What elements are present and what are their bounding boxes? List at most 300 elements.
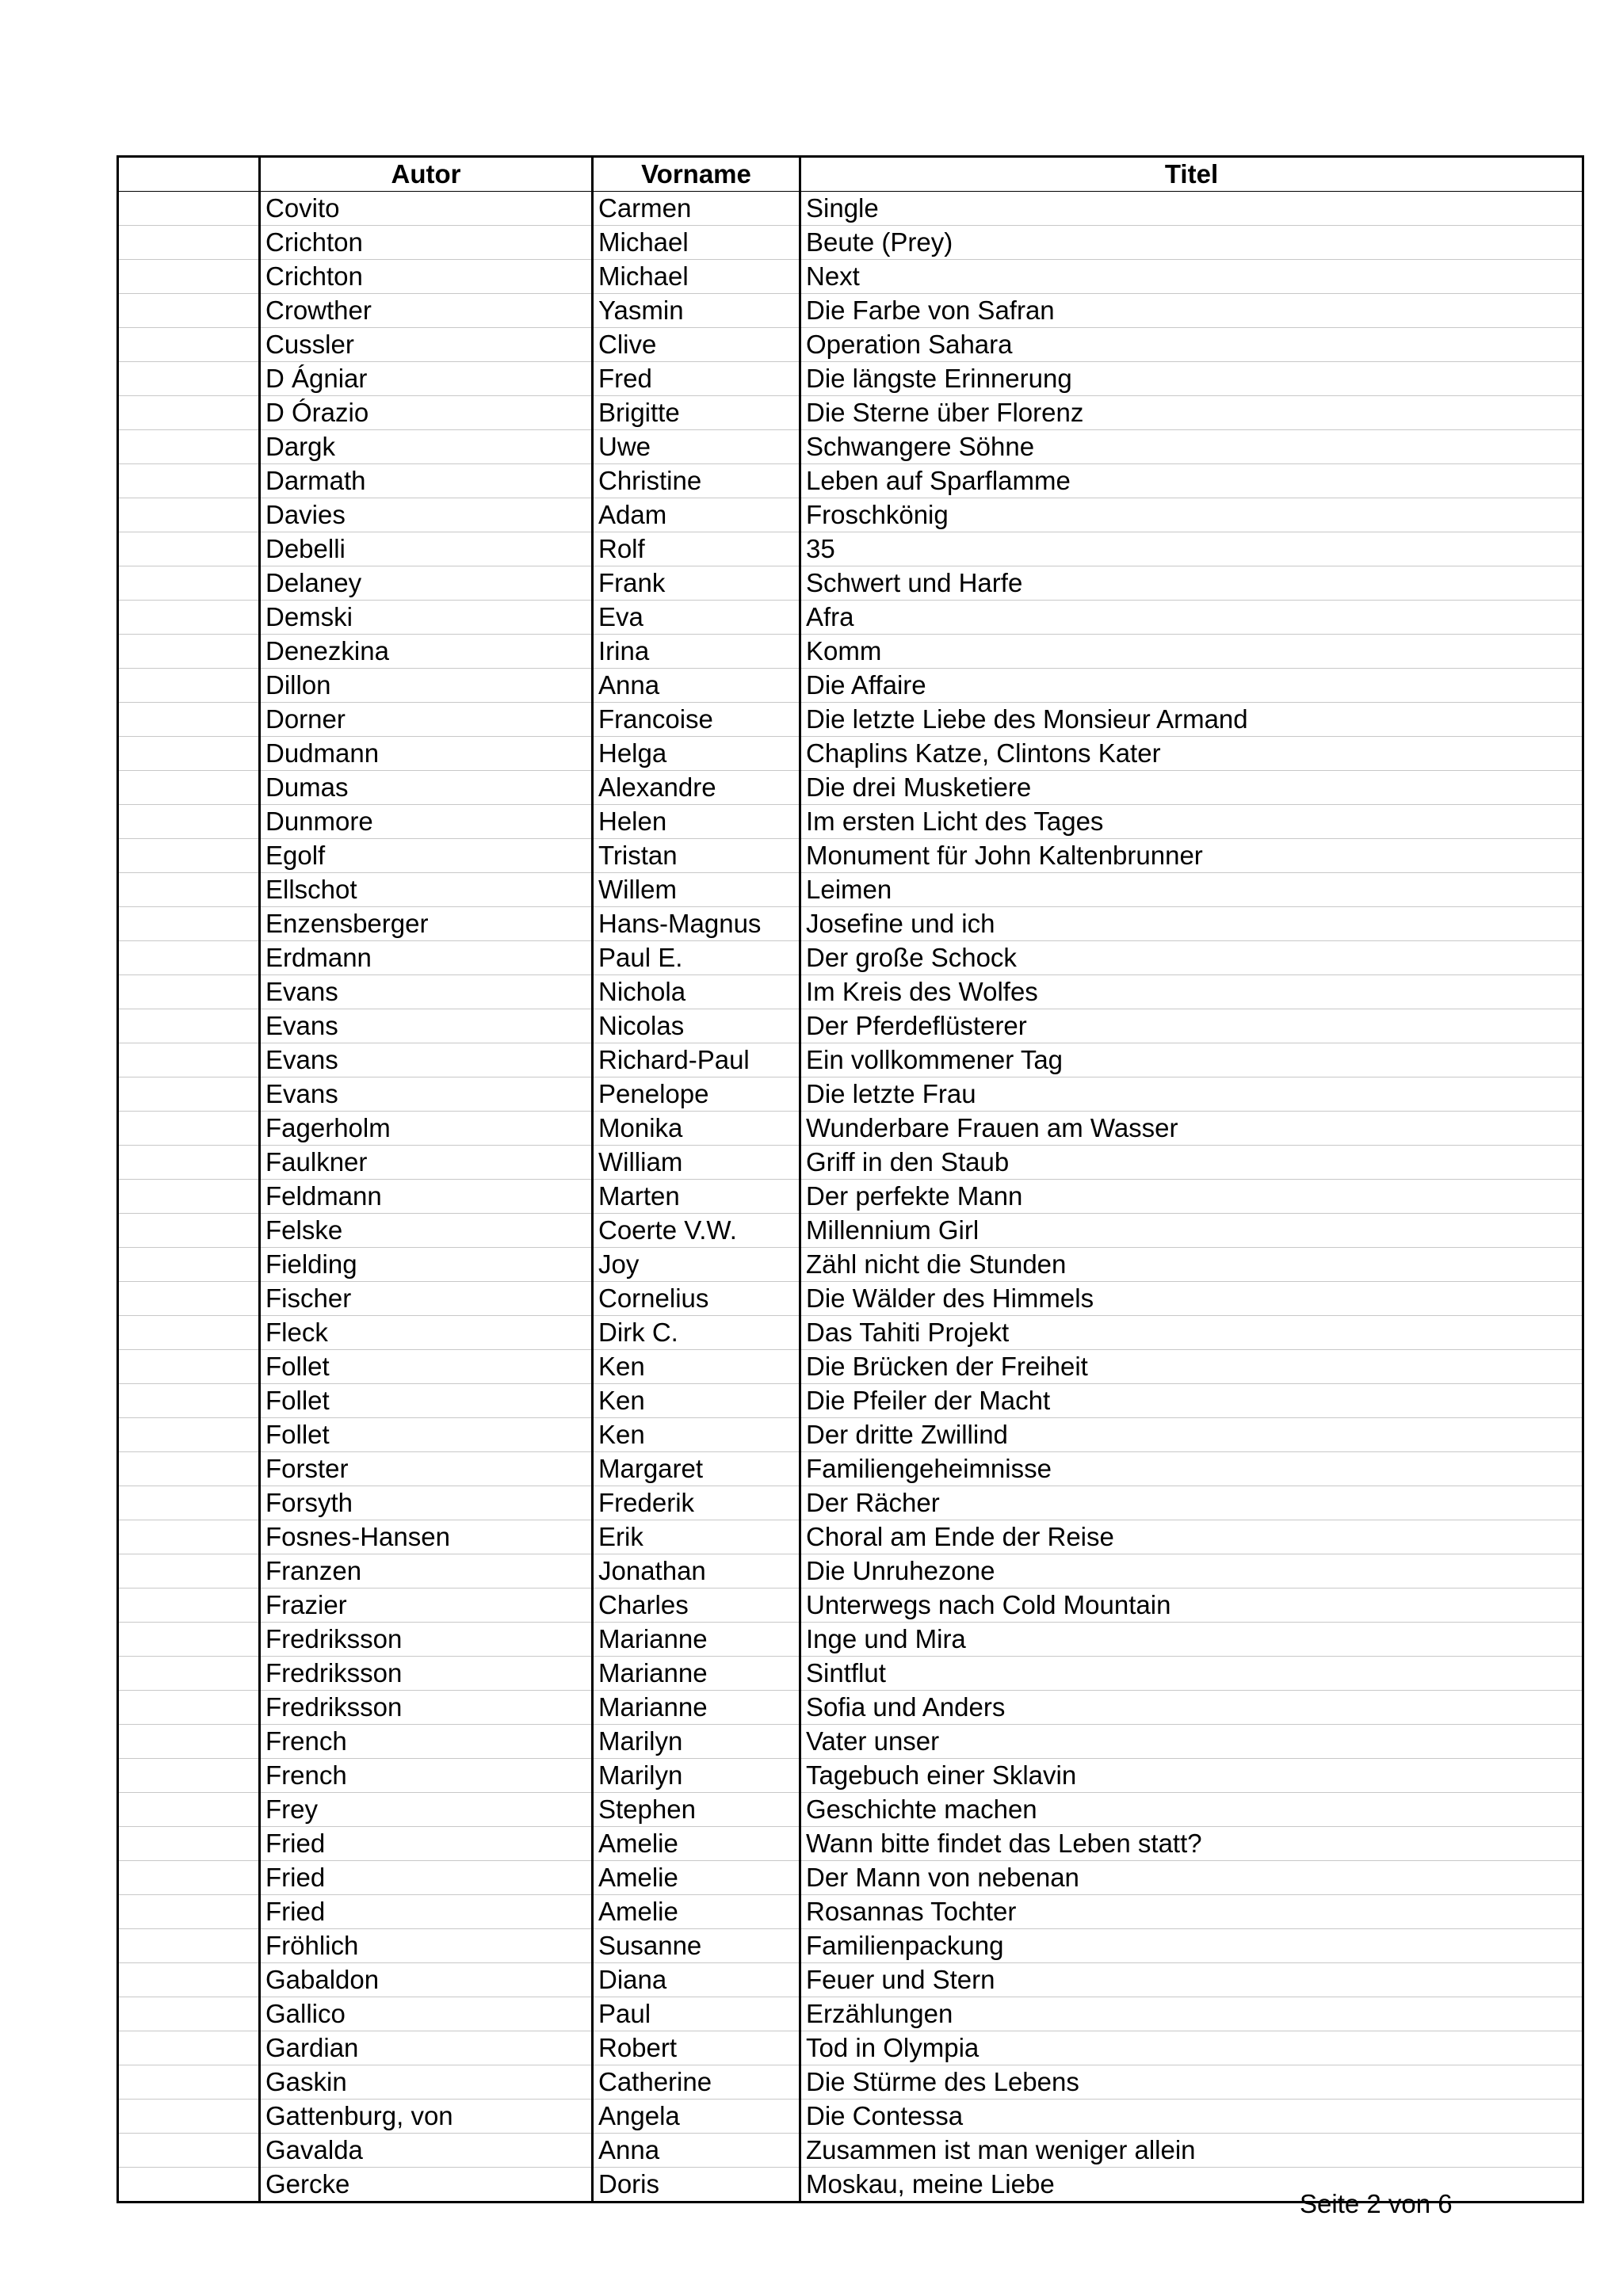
row-blank-cell — [118, 362, 260, 396]
row-blank-cell — [118, 260, 260, 294]
cell-autor: Follet — [260, 1384, 593, 1418]
cell-autor: Egolf — [260, 839, 593, 873]
row-blank-cell — [118, 703, 260, 737]
cell-autor: Feldmann — [260, 1180, 593, 1214]
row-blank-cell — [118, 1997, 260, 2031]
cell-autor: French — [260, 1759, 593, 1793]
table-row — [118, 1725, 1583, 1759]
cell-autor: Fröhlich — [260, 1929, 593, 1963]
table-row — [118, 430, 1583, 464]
cell-titel: Die Farbe von Safran — [800, 294, 1583, 328]
cell-autor: Evans — [260, 975, 593, 1009]
cell-autor: Dillon — [260, 669, 593, 703]
row-blank-cell — [118, 1009, 260, 1043]
cell-vorname: Susanne — [593, 1929, 800, 1963]
cell-titel: Familiengeheimnisse — [800, 1452, 1583, 1486]
row-blank-cell — [118, 1282, 260, 1316]
cell-autor: Evans — [260, 1009, 593, 1043]
row-blank-cell — [118, 1248, 260, 1282]
cell-vorname: Charles — [593, 1589, 800, 1623]
table-row — [118, 226, 1583, 260]
row-blank-cell — [118, 328, 260, 362]
cell-vorname: Marianne — [593, 1623, 800, 1657]
row-blank-cell — [118, 1077, 260, 1112]
cell-autor: Fagerholm — [260, 1112, 593, 1146]
row-blank-cell — [118, 771, 260, 805]
row-blank-cell — [118, 1112, 260, 1146]
cell-autor: Debelli — [260, 532, 593, 566]
table-row — [118, 1214, 1583, 1248]
table-row — [118, 1554, 1583, 1589]
table-row — [118, 1316, 1583, 1350]
cell-vorname: Angela — [593, 2100, 800, 2134]
cell-autor: Evans — [260, 1043, 593, 1077]
table-row — [118, 771, 1583, 805]
cell-titel: Wunderbare Frauen am Wasser — [800, 1112, 1583, 1146]
cell-autor: Dumas — [260, 771, 593, 805]
table-row — [118, 260, 1583, 294]
cell-vorname: Coerte V.W. — [593, 1214, 800, 1248]
table-row — [118, 1009, 1583, 1043]
table-row — [118, 1043, 1583, 1077]
row-blank-cell — [118, 1657, 260, 1691]
row-blank-cell — [118, 2168, 260, 2203]
row-blank-cell — [118, 1759, 260, 1793]
cell-vorname: Margaret — [593, 1452, 800, 1486]
table-row — [118, 1963, 1583, 1997]
cell-vorname: Helga — [593, 737, 800, 771]
cell-vorname: Paul E. — [593, 941, 800, 975]
cell-autor: French — [260, 1725, 593, 1759]
cell-autor: Gabaldon — [260, 1963, 593, 1997]
cell-vorname: Paul — [593, 1997, 800, 2031]
cell-autor: Fosnes-Hansen — [260, 1520, 593, 1554]
table-row — [118, 839, 1583, 873]
row-blank-cell — [118, 941, 260, 975]
row-blank-cell — [118, 1350, 260, 1384]
cell-autor: Gaskin — [260, 2065, 593, 2100]
table-row — [118, 498, 1583, 532]
header-vorname: Vorname — [593, 157, 800, 192]
row-blank-cell — [118, 1316, 260, 1350]
table-row — [118, 907, 1583, 941]
cell-vorname: Dirk C. — [593, 1316, 800, 1350]
row-blank-cell — [118, 601, 260, 635]
table-row — [118, 1657, 1583, 1691]
cell-titel: Moskau, meine Liebe — [800, 2168, 1583, 2203]
row-blank-cell — [118, 873, 260, 907]
cell-titel: Single — [800, 192, 1583, 226]
row-blank-cell — [118, 805, 260, 839]
cell-vorname: Doris — [593, 2168, 800, 2203]
table-row — [118, 362, 1583, 396]
table-row — [118, 2134, 1583, 2168]
cell-vorname: Anna — [593, 2134, 800, 2168]
cell-autor: Dorner — [260, 703, 593, 737]
cell-autor: Fielding — [260, 1248, 593, 1282]
cell-autor: Erdmann — [260, 941, 593, 975]
cell-autor: Gardian — [260, 2031, 593, 2065]
cell-titel: Geschichte machen — [800, 1793, 1583, 1827]
cell-autor: Forsyth — [260, 1486, 593, 1520]
cell-vorname: Robert — [593, 2031, 800, 2065]
cell-vorname: Tristan — [593, 839, 800, 873]
table-row — [118, 1895, 1583, 1929]
cell-autor: Crichton — [260, 226, 593, 260]
row-blank-cell — [118, 1725, 260, 1759]
table-row — [118, 941, 1583, 975]
cell-autor: Fried — [260, 1895, 593, 1929]
cell-titel: Feuer und Stern — [800, 1963, 1583, 1997]
cell-titel: Froschkönig — [800, 498, 1583, 532]
table-row — [118, 1861, 1583, 1895]
cell-vorname: Ken — [593, 1418, 800, 1452]
cell-autor: Fischer — [260, 1282, 593, 1316]
cell-vorname: Marilyn — [593, 1725, 800, 1759]
header-row — [118, 157, 1583, 192]
cell-autor: Denezkina — [260, 635, 593, 669]
table-row — [118, 975, 1583, 1009]
table-row — [118, 1146, 1583, 1180]
cell-vorname: Willem — [593, 873, 800, 907]
cell-autor: Fried — [260, 1861, 593, 1895]
row-blank-cell — [118, 430, 260, 464]
row-blank-cell — [118, 2134, 260, 2168]
row-blank-cell — [118, 192, 260, 226]
cell-titel: Griff in den Staub — [800, 1146, 1583, 1180]
cell-titel: 35 — [800, 532, 1583, 566]
table-row — [118, 1486, 1583, 1520]
table-row — [118, 328, 1583, 362]
cell-autor: Fredriksson — [260, 1657, 593, 1691]
cell-autor: Ellschot — [260, 873, 593, 907]
cell-vorname: Amelie — [593, 1895, 800, 1929]
cell-autor: Dargk — [260, 430, 593, 464]
table-row — [118, 1793, 1583, 1827]
cell-autor: Gavalda — [260, 2134, 593, 2168]
cell-titel: Im ersten Licht des Tages — [800, 805, 1583, 839]
cell-titel: Monument für John Kaltenbrunner — [800, 839, 1583, 873]
cell-titel: Unterwegs nach Cold Mountain — [800, 1589, 1583, 1623]
cell-vorname: Marianne — [593, 1691, 800, 1725]
table-row — [118, 192, 1583, 226]
cell-vorname: Frank — [593, 566, 800, 601]
cell-vorname: Hans-Magnus — [593, 907, 800, 941]
cell-vorname: Monika — [593, 1112, 800, 1146]
row-blank-cell — [118, 1554, 260, 1589]
table-row — [118, 464, 1583, 498]
cell-titel: Der Pferdeflüsterer — [800, 1009, 1583, 1043]
cell-vorname: Helen — [593, 805, 800, 839]
cell-vorname: Carmen — [593, 192, 800, 226]
cell-vorname: Fred — [593, 362, 800, 396]
table-row — [118, 566, 1583, 601]
cell-titel: Der dritte Zwillind — [800, 1418, 1583, 1452]
cell-titel: Zähl nicht die Stunden — [800, 1248, 1583, 1282]
cell-vorname: Joy — [593, 1248, 800, 1282]
table-row — [118, 873, 1583, 907]
cell-titel: Sintflut — [800, 1657, 1583, 1691]
cell-titel: Im Kreis des Wolfes — [800, 975, 1583, 1009]
table-row — [118, 1997, 1583, 2031]
cell-vorname: Amelie — [593, 1827, 800, 1861]
row-blank-cell — [118, 669, 260, 703]
row-blank-cell — [118, 737, 260, 771]
table-row — [118, 1418, 1583, 1452]
row-blank-cell — [118, 1827, 260, 1861]
cell-autor: Faulkner — [260, 1146, 593, 1180]
row-blank-cell — [118, 2065, 260, 2100]
cell-vorname: Erik — [593, 1520, 800, 1554]
cell-titel: Josefine und ich — [800, 907, 1583, 941]
cell-titel: Familienpackung — [800, 1929, 1583, 1963]
cell-autor: Darmath — [260, 464, 593, 498]
cell-titel: Der perfekte Mann — [800, 1180, 1583, 1214]
cell-vorname: Adam — [593, 498, 800, 532]
table-row — [118, 532, 1583, 566]
cell-titel: Sofia und Anders — [800, 1691, 1583, 1725]
table-row — [118, 1248, 1583, 1282]
table-row — [118, 1452, 1583, 1486]
table-row — [118, 2031, 1583, 2065]
row-blank-cell — [118, 1895, 260, 1929]
table-row — [118, 635, 1583, 669]
cell-titel: Schwert und Harfe — [800, 566, 1583, 601]
cell-titel: Die Sterne über Florenz — [800, 396, 1583, 430]
table-row — [118, 1112, 1583, 1146]
row-blank-cell — [118, 532, 260, 566]
cell-vorname: Nicolas — [593, 1009, 800, 1043]
cell-titel: Beute (Prey) — [800, 226, 1583, 260]
cell-titel: Leimen — [800, 873, 1583, 907]
row-blank-cell — [118, 1486, 260, 1520]
cell-autor: Cussler — [260, 328, 593, 362]
row-blank-cell — [118, 907, 260, 941]
table-row — [118, 1282, 1583, 1316]
cell-vorname: Nichola — [593, 975, 800, 1009]
table-row — [118, 1077, 1583, 1112]
cell-vorname: Christine — [593, 464, 800, 498]
cell-autor: Follet — [260, 1350, 593, 1384]
row-blank-cell — [118, 1691, 260, 1725]
cell-autor: Franzen — [260, 1554, 593, 1589]
cell-titel: Die längste Erinnerung — [800, 362, 1583, 396]
row-blank-cell — [118, 1452, 260, 1486]
row-blank-cell — [118, 1963, 260, 1997]
row-blank-cell — [118, 1520, 260, 1554]
cell-vorname: Michael — [593, 260, 800, 294]
row-blank-cell — [118, 1589, 260, 1623]
table-row — [118, 396, 1583, 430]
row-blank-cell — [118, 566, 260, 601]
cell-titel: Leben auf Sparflamme — [800, 464, 1583, 498]
table-row — [118, 1520, 1583, 1554]
cell-titel: Afra — [800, 601, 1583, 635]
cell-autor: Fleck — [260, 1316, 593, 1350]
cell-vorname: Uwe — [593, 430, 800, 464]
cell-vorname: Anna — [593, 669, 800, 703]
table-row — [118, 737, 1583, 771]
cell-titel: Erzählungen — [800, 1997, 1583, 2031]
cell-autor: Delaney — [260, 566, 593, 601]
cell-titel: Tagebuch einer Sklavin — [800, 1759, 1583, 1793]
header-blank-cell — [118, 157, 260, 192]
cell-titel: Zusammen ist man weniger allein — [800, 2134, 1583, 2168]
cell-titel: Die Unruhezone — [800, 1554, 1583, 1589]
row-blank-cell — [118, 396, 260, 430]
row-blank-cell — [118, 498, 260, 532]
cell-titel: Der Mann von nebenan — [800, 1861, 1583, 1895]
cell-autor: Covito — [260, 192, 593, 226]
cell-vorname: Eva — [593, 601, 800, 635]
table-row — [118, 1623, 1583, 1657]
row-blank-cell — [118, 1146, 260, 1180]
cell-titel: Die Contessa — [800, 2100, 1583, 2134]
cell-titel: Choral am Ende der Reise — [800, 1520, 1583, 1554]
cell-titel: Die letzte Frau — [800, 1077, 1583, 1112]
table-row — [118, 669, 1583, 703]
cell-vorname: Amelie — [593, 1861, 800, 1895]
table-row — [118, 2065, 1583, 2100]
row-blank-cell — [118, 1929, 260, 1963]
row-blank-cell — [118, 1043, 260, 1077]
book-list-table — [116, 155, 1584, 2203]
row-blank-cell — [118, 1623, 260, 1657]
cell-autor: Gallico — [260, 1997, 593, 2031]
cell-vorname: Brigitte — [593, 396, 800, 430]
cell-vorname: Marilyn — [593, 1759, 800, 1793]
cell-titel: Schwangere Söhne — [800, 430, 1583, 464]
cell-autor: Demski — [260, 601, 593, 635]
cell-autor: Enzensberger — [260, 907, 593, 941]
row-blank-cell — [118, 2100, 260, 2134]
table-row — [118, 294, 1583, 328]
cell-autor: Follet — [260, 1418, 593, 1452]
cell-vorname: Penelope — [593, 1077, 800, 1112]
cell-vorname: Ken — [593, 1384, 800, 1418]
cell-autor: Fredriksson — [260, 1691, 593, 1725]
cell-vorname: Francoise — [593, 703, 800, 737]
row-blank-cell — [118, 635, 260, 669]
cell-titel: Die Stürme des Lebens — [800, 2065, 1583, 2100]
table-row — [118, 1691, 1583, 1725]
row-blank-cell — [118, 975, 260, 1009]
cell-vorname: Catherine — [593, 2065, 800, 2100]
row-blank-cell — [118, 1214, 260, 1248]
cell-autor: D Ágniar — [260, 362, 593, 396]
cell-vorname: Diana — [593, 1963, 800, 1997]
cell-autor: Dudmann — [260, 737, 593, 771]
table-row — [118, 2100, 1583, 2134]
row-blank-cell — [118, 1793, 260, 1827]
cell-autor: Fried — [260, 1827, 593, 1861]
cell-autor: Felske — [260, 1214, 593, 1248]
cell-vorname: Frederik — [593, 1486, 800, 1520]
cell-titel: Operation Sahara — [800, 328, 1583, 362]
table-row — [118, 1589, 1583, 1623]
row-blank-cell — [118, 1180, 260, 1214]
cell-vorname: Alexandre — [593, 771, 800, 805]
cell-titel: Die letzte Liebe des Monsieur Armand — [800, 703, 1583, 737]
cell-vorname: Jonathan — [593, 1554, 800, 1589]
cell-vorname: Irina — [593, 635, 800, 669]
cell-titel: Die Wälder des Himmels — [800, 1282, 1583, 1316]
row-blank-cell — [118, 294, 260, 328]
cell-titel: Millennium Girl — [800, 1214, 1583, 1248]
cell-titel: Inge und Mira — [800, 1623, 1583, 1657]
cell-autor: Davies — [260, 498, 593, 532]
cell-vorname: Ken — [593, 1350, 800, 1384]
header-autor: Autor — [260, 157, 593, 192]
cell-autor: Gercke — [260, 2168, 593, 2203]
cell-vorname: Marten — [593, 1180, 800, 1214]
cell-vorname: Cornelius — [593, 1282, 800, 1316]
row-blank-cell — [118, 1861, 260, 1895]
cell-vorname: Yasmin — [593, 294, 800, 328]
table-row — [118, 1384, 1583, 1418]
table-row — [118, 1180, 1583, 1214]
cell-vorname: Clive — [593, 328, 800, 362]
cell-autor: Crichton — [260, 260, 593, 294]
row-blank-cell — [118, 1384, 260, 1418]
cell-autor: Dunmore — [260, 805, 593, 839]
cell-titel: Komm — [800, 635, 1583, 669]
cell-titel: Vater unser — [800, 1725, 1583, 1759]
cell-titel: Tod in Olympia — [800, 2031, 1583, 2065]
cell-autor: Gattenburg, von — [260, 2100, 593, 2134]
cell-titel: Ein vollkommener Tag — [800, 1043, 1583, 1077]
cell-autor: Frazier — [260, 1589, 593, 1623]
cell-titel: Der Rächer — [800, 1486, 1583, 1520]
row-blank-cell — [118, 226, 260, 260]
cell-autor: Frey — [260, 1793, 593, 1827]
cell-autor: Forster — [260, 1452, 593, 1486]
cell-titel: Rosannas Tochter — [800, 1895, 1583, 1929]
cell-vorname: Michael — [593, 226, 800, 260]
cell-autor: Crowther — [260, 294, 593, 328]
cell-vorname: Richard-Paul — [593, 1043, 800, 1077]
row-blank-cell — [118, 839, 260, 873]
cell-titel: Die Affaire — [800, 669, 1583, 703]
table-row — [118, 1759, 1583, 1793]
cell-autor: Evans — [260, 1077, 593, 1112]
cell-titel: Next — [800, 260, 1583, 294]
table-row — [118, 1929, 1583, 1963]
cell-titel: Das Tahiti Projekt — [800, 1316, 1583, 1350]
table-row — [118, 805, 1583, 839]
row-blank-cell — [118, 464, 260, 498]
table-row — [118, 1827, 1583, 1861]
cell-vorname: Stephen — [593, 1793, 800, 1827]
cell-titel: Die Pfeiler der Macht — [800, 1384, 1583, 1418]
cell-titel: Der große Schock — [800, 941, 1583, 975]
table-row — [118, 1350, 1583, 1384]
cell-vorname: William — [593, 1146, 800, 1180]
cell-titel: Wann bitte findet das Leben statt? — [800, 1827, 1583, 1861]
header-titel: Titel — [800, 157, 1583, 192]
table-row — [118, 703, 1583, 737]
cell-vorname: Rolf — [593, 532, 800, 566]
page-number: Seite 2 von 6 — [1300, 2189, 1453, 2218]
cell-autor: D Órazio — [260, 396, 593, 430]
cell-titel: Die drei Musketiere — [800, 771, 1583, 805]
row-blank-cell — [118, 2031, 260, 2065]
row-blank-cell — [118, 1418, 260, 1452]
cell-autor: Fredriksson — [260, 1623, 593, 1657]
table-row — [118, 601, 1583, 635]
cell-vorname: Marianne — [593, 1657, 800, 1691]
cell-titel: Chaplins Katze, Clintons Kater — [800, 737, 1583, 771]
